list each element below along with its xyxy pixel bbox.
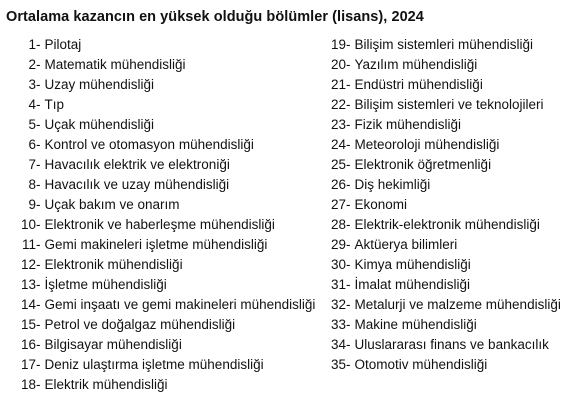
item-number: 1 (28, 37, 36, 52)
item-label: Tıp (44, 97, 65, 112)
item-number: 19 (330, 37, 346, 52)
item-label: Meteoroloji mühendisliği (354, 137, 500, 152)
item-number: 4 (28, 97, 36, 112)
list-item: 23 - Fizik mühendisliği (330, 115, 561, 135)
list-item: 26 - Diş hekimliği (330, 175, 561, 195)
page-title: Ortalama kazancın en yüksek olduğu bölümler (lisans), 2024 (6, 9, 424, 25)
item-label: Pilotaj (44, 37, 82, 52)
list-item: 32 - Metalurji ve malzeme mühendisliği (330, 295, 561, 315)
item-label: Uçak mühendisliği (44, 117, 155, 132)
list-item: 12 - Elektronik mühendisliği (18, 255, 315, 275)
item-number: 33 (330, 317, 346, 332)
list-item: 19 - Bilişim sistemleri mühendisliği (330, 35, 561, 55)
item-number: 3 (28, 77, 36, 92)
item-label: Kontrol ve otomasyon mühendisliği (44, 137, 254, 152)
list-item: 5 - Uçak mühendisliği (18, 115, 315, 135)
list-item: 33 - Makine mühendisliği (330, 315, 561, 335)
item-number: 16 (20, 337, 36, 352)
item-number: 14 (20, 297, 36, 312)
item-number: 7 (28, 157, 36, 172)
ranking-list-right (330, 35, 561, 375)
list-item: 3 - Uzay mühendisliği (18, 75, 315, 95)
item-number: 5 (28, 117, 36, 132)
item-number: 34 (330, 337, 346, 352)
item-number: 26 (330, 177, 346, 192)
item-label: Yazılım mühendisliği (354, 57, 478, 72)
item-number: 6 (28, 137, 36, 152)
list-item: 20 - Yazılım mühendisliği (330, 55, 561, 75)
list-item: 21 - Endüstri mühendisliği (330, 75, 561, 95)
item-label: Elektrik-elektronik mühendisliği (354, 217, 540, 232)
list-item: 8 - Havacılık ve uzay mühendisliği (18, 175, 315, 195)
list-item: 7 - Havacılık elektrik ve elektroniği (18, 155, 315, 175)
item-number: 10 (20, 217, 36, 232)
item-label: İşletme mühendisliği (44, 277, 167, 292)
item-label: İmalat mühendisliği (354, 277, 471, 292)
list-item: 28 - Elektrik-elektronik mühendisliği (330, 215, 561, 235)
list-item: 1 - Pilotaj (18, 35, 315, 55)
list-item: 22 - Bilişim sistemleri ve teknolojileri (330, 95, 561, 115)
item-label: Kimya mühendisliği (354, 257, 471, 272)
item-label: Matematik mühendisliği (44, 57, 186, 72)
item-number: 12 (20, 257, 36, 272)
item-label: Otomotiv mühendisliği (354, 357, 488, 372)
item-number: 13 (20, 277, 36, 292)
item-label: Makine mühendisliği (354, 317, 477, 332)
item-number: 21 (330, 77, 346, 92)
list-item: 13 - İşletme mühendisliği (18, 275, 315, 295)
item-label: Bilgisayar mühendisliği (44, 337, 182, 352)
item-label: Havacılık ve uzay mühendisliği (44, 177, 230, 192)
list-item: 6 - Kontrol ve otomasyon mühendisliği (18, 135, 315, 155)
item-label: Elektronik ve haberleşme mühendisliği (44, 217, 275, 232)
list-item: 31 - İmalat mühendisliği (330, 275, 561, 295)
item-number: 2 (28, 57, 36, 72)
item-label: Aktüerya bilimleri (354, 237, 458, 252)
list-item: 4 - Tıp (18, 95, 315, 115)
list-item: 14 - Gemi inşaatı ve gemi makineleri mühendisliği (18, 295, 315, 315)
item-number: 20 (330, 57, 346, 72)
item-number: 8 (28, 177, 36, 192)
item-label: Bilişim sistemleri ve teknolojileri (354, 97, 544, 112)
list-item: 25 - Elektronik öğretmenliği (330, 155, 561, 175)
item-number: 28 (330, 217, 346, 232)
item-label: Uluslararası finans ve bankacılık (354, 337, 549, 352)
item-number: 35 (330, 357, 346, 372)
list-item: 2 - Matematik mühendisliği (18, 55, 315, 75)
item-label: Endüstri mühendisliği (354, 77, 483, 92)
item-label: Elektrik mühendisliği (44, 377, 168, 392)
list-item: 29 - Aktüerya bilimleri (330, 235, 561, 255)
item-label: Diş hekimliği (354, 177, 431, 192)
item-label: Ekonomi (354, 197, 408, 212)
list-item: 15 - Petrol ve doğalgaz mühendisliği (18, 315, 315, 335)
item-label: Uçak bakım ve onarım (44, 197, 180, 212)
item-number: 18 (20, 377, 36, 392)
item-label: Havacılık elektrik ve elektroniği (44, 157, 230, 172)
item-label: Bilişim sistemleri mühendisliği (354, 37, 534, 52)
item-label: Petrol ve doğalgaz mühendisliği (44, 317, 236, 332)
item-number: 11 (21, 237, 36, 252)
item-number: 17 (20, 357, 36, 372)
item-number: 15 (20, 317, 36, 332)
item-number: 22 (330, 97, 346, 112)
item-number: 29 (330, 237, 346, 252)
item-label: Gemi inşaatı ve gemi makineleri mühendisliği (44, 297, 316, 312)
item-label: Elektronik mühendisliği (44, 257, 183, 272)
item-label: Elektronik öğretmenliği (354, 157, 492, 172)
list-item: 24 - Meteoroloji mühendisliği (330, 135, 561, 155)
item-label: Uzay mühendisliği (44, 77, 155, 92)
list-item: 11 - Gemi makineleri işletme mühendisliği (18, 235, 315, 255)
ranking-list-left (18, 35, 315, 395)
item-number: 25 (330, 157, 346, 172)
list-item: 35 - Otomotiv mühendisliği (330, 355, 561, 375)
item-number: 9 (28, 197, 36, 212)
item-number: 31 (330, 277, 346, 292)
item-label: Deniz ulaştırma işletme mühendisliği (44, 357, 264, 372)
list-item: 9 - Uçak bakım ve onarım (18, 195, 315, 215)
item-label: Metalurji ve malzeme mühendisliği (354, 297, 561, 312)
list-item: 30 - Kimya mühendisliği (330, 255, 561, 275)
list-item: 17 - Deniz ulaştırma işletme mühendisliği (18, 355, 315, 375)
item-number: 24 (330, 137, 346, 152)
list-item: 10 - Elektronik ve haberleşme mühendisliği (18, 215, 315, 235)
item-number: 27 (330, 197, 346, 212)
item-number: 23 (330, 117, 346, 132)
item-label: Fizik mühendisliği (354, 117, 462, 132)
list-item: 16 - Bilgisayar mühendisliği (18, 335, 315, 355)
list-item: 27 - Ekonomi (330, 195, 561, 215)
item-number: 30 (330, 257, 346, 272)
item-label: Gemi makineleri işletme mühendisliği (44, 237, 268, 252)
item-number: 32 (330, 297, 346, 312)
list-item: 18 - Elektrik mühendisliği (18, 375, 315, 395)
list-item: 34 - Uluslararası finans ve bankacılık (330, 335, 561, 355)
